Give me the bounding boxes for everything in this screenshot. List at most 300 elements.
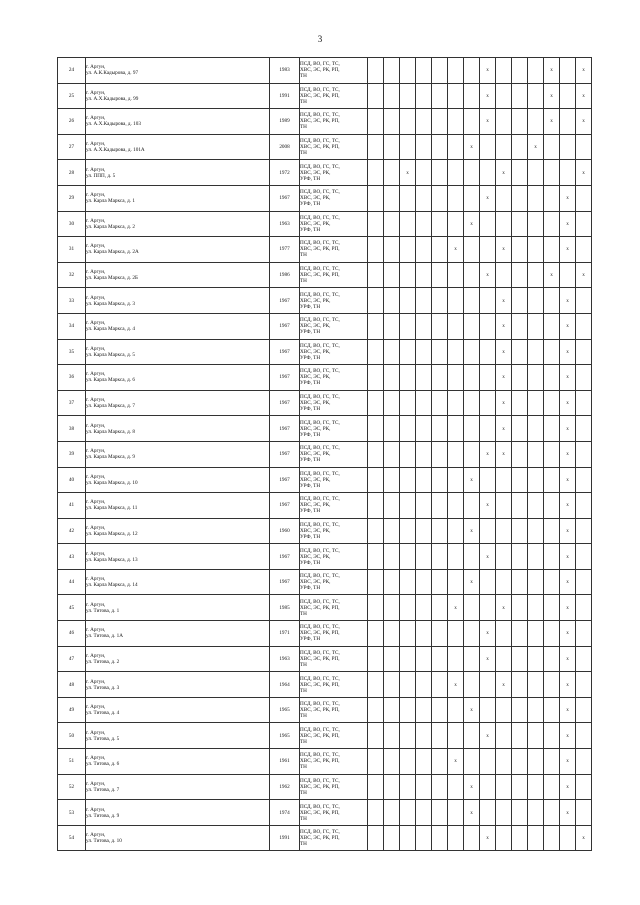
mark-cell [448,723,464,749]
mark-cell [400,109,416,135]
mark-cell [528,749,544,775]
services-line: ТН [300,687,307,694]
address-cell [86,237,270,263]
mark-cell: x [560,493,576,519]
services-line: ХВС, ЭС, РК, [300,425,331,432]
address-line: ул. Титова, д. 9 [86,812,120,819]
mark-cell: x [576,262,592,288]
row-number: 36 [58,365,86,391]
row-number: 33 [58,288,86,314]
services-line: ПСД, ВО, ГС, ТС, [300,701,340,708]
mark-cell [400,493,416,519]
address-line: ул. Карла Маркса, д. 7 [86,403,135,410]
services-line: ПСД, ВО, ГС, ТС, [300,266,340,273]
mark-cell: x [480,646,496,672]
address-cell [86,365,270,391]
services-line: ПСД, ВО, ГС, ТС, [300,521,340,528]
mark-cell: x [480,723,496,749]
mark-cell [400,749,416,775]
services-line: ПСД, ВО, ГС, ТС, [300,86,340,93]
address-line: ул. Титова, д. 4 [86,710,120,717]
services-cell [300,774,368,800]
mark-cell: x [544,109,560,135]
year-cell: 1960 [270,518,300,544]
mark-cell [384,441,400,467]
mark-cell [432,825,448,851]
mark-cell: x [480,58,496,84]
mark-cell [400,467,416,493]
services-line: ХВС, ЭС, РК, [300,527,331,534]
mark-cell [464,723,480,749]
mark-cell [480,288,496,314]
mark-cell [512,134,528,160]
mark-cell [448,211,464,237]
services-line: УРФ, ТН [300,585,321,592]
address-line: ул. Карла Маркса, д. 9 [86,454,135,461]
address-cell [86,339,270,365]
services-line: ХВС, ЭС, РК, РП, [300,67,340,74]
services-line: ХВС, ЭС, РК, РП, [300,92,340,99]
table-row [58,800,592,826]
mark-cell [400,646,416,672]
mark-cell [512,697,528,723]
services-line: ТН [300,764,307,771]
mark-cell [544,825,560,851]
address-line: ул. Карла Маркса, д. 2А [86,249,139,256]
mark-cell: x [448,237,464,263]
services-line: УРФ, ТН [300,354,321,361]
year-cell: 1974 [270,800,300,826]
services-cell [300,83,368,109]
mark-cell [400,569,416,595]
mark-cell [432,262,448,288]
address-line: ул. Титова, д. 6 [86,761,120,768]
row-number: 49 [58,697,86,723]
services-cell [300,339,368,365]
services-line: УРФ, ТН [300,482,321,489]
address-cell [86,416,270,442]
mark-cell [416,493,432,519]
services-line: ПСД, ВО, ГС, ТС, [300,240,340,247]
mark-cell [528,672,544,698]
services-cell [300,416,368,442]
mark-cell [576,697,592,723]
mark-cell [544,493,560,519]
services-line: ХВС, ЭС, РК, РП, [300,604,340,611]
mark-cell [464,288,480,314]
mark-cell [544,416,560,442]
address-line: г. Аргун, [86,345,106,352]
services-line: УРФ, ТН [300,559,321,566]
address-line: ул. А.Х.Кадырова, д. 103 [86,121,141,128]
mark-cell: x [496,672,512,698]
address-line: г. Аргун, [86,806,106,813]
mark-cell [576,595,592,621]
mark-cell: x [464,774,480,800]
mark-cell [512,262,528,288]
year-cell: 1985 [270,595,300,621]
mark-cell [480,518,496,544]
services-cell [300,595,368,621]
mark-cell [432,211,448,237]
mark-cell: x [448,749,464,775]
row-number: 29 [58,185,86,211]
mark-cell [448,416,464,442]
mark-cell [576,185,592,211]
services-line: ПСД, ВО, ГС, ТС, [300,573,340,580]
address-cell [86,723,270,749]
services-line: ХВС, ЭС, РК, РП, [300,809,340,816]
address-line: г. Аргун, [86,115,106,122]
mark-cell [544,621,560,647]
mark-cell [480,134,496,160]
mark-cell [432,774,448,800]
building-register-table [57,57,592,851]
address-cell [86,288,270,314]
mark-cell [576,544,592,570]
services-line: ТН [300,252,307,259]
mark-cell [528,825,544,851]
mark-cell [464,339,480,365]
mark-cell [544,646,560,672]
mark-cell [432,185,448,211]
services-line: УРФ, ТН [300,380,321,387]
mark-cell [528,621,544,647]
year-cell: 1967 [270,185,300,211]
mark-cell [368,109,384,135]
row-number: 31 [58,237,86,263]
mark-cell [544,339,560,365]
mark-cell [432,160,448,186]
mark-cell [432,749,448,775]
row-number: 35 [58,339,86,365]
mark-cell: x [560,416,576,442]
mark-cell [448,800,464,826]
mark-cell [432,467,448,493]
services-line: ТН [300,124,307,131]
year-cell: 1967 [270,544,300,570]
year-cell: 1967 [270,390,300,416]
year-cell: 1967 [270,365,300,391]
row-number: 54 [58,825,86,851]
address-line: г. Аргун, [86,64,106,71]
table-row [58,518,592,544]
table-row [58,569,592,595]
mark-cell [512,211,528,237]
table-row [58,774,592,800]
mark-cell [544,441,560,467]
mark-cell [416,467,432,493]
mark-cell: x [480,441,496,467]
year-cell: 1967 [270,339,300,365]
mark-cell [416,825,432,851]
mark-cell: x [480,544,496,570]
row-number: 42 [58,518,86,544]
table-row [58,621,592,647]
mark-cell [384,288,400,314]
mark-cell [448,365,464,391]
address-line: г. Аргун, [86,550,106,557]
mark-cell [368,646,384,672]
mark-cell: x [560,288,576,314]
mark-cell [528,58,544,84]
mark-cell [512,493,528,519]
mark-cell [448,288,464,314]
mark-cell [544,518,560,544]
mark-cell [368,211,384,237]
services-line: ХВС, ЭС, РК, [300,476,331,483]
mark-cell: x [560,467,576,493]
mark-cell [416,723,432,749]
mark-cell [496,774,512,800]
mark-cell [512,621,528,647]
address-line: г. Аргун, [86,473,106,480]
address-cell [86,749,270,775]
mark-cell [544,467,560,493]
services-cell [300,544,368,570]
table-row [58,237,592,263]
services-line: УРФ, ТН [300,406,321,413]
mark-cell: x [576,109,592,135]
address-line: ул. Карла Маркса, д. 10 [86,479,138,486]
mark-cell [416,697,432,723]
mark-cell [416,416,432,442]
table-row [58,288,592,314]
table-row [58,595,592,621]
address-line: г. Аргун, [86,422,106,429]
mark-cell: x [464,697,480,723]
mark-cell [448,339,464,365]
mark-cell [544,749,560,775]
mark-cell [464,749,480,775]
services-line: УРФ, ТН [300,329,321,336]
address-line: г. Аргун, [86,320,106,327]
services-line: ТН [300,150,307,157]
mark-cell [512,569,528,595]
mark-cell [512,365,528,391]
address-line: ул. Карла Маркса, д. 13 [86,556,138,563]
mark-cell [496,493,512,519]
mark-cell [560,262,576,288]
mark-cell [416,365,432,391]
services-line: ПСД, ВО, ГС, ТС, [300,726,340,733]
services-line: ХВС, ЭС, РК, [300,451,331,458]
year-cell: 1967 [270,288,300,314]
mark-cell [432,339,448,365]
mark-cell [464,595,480,621]
mark-cell [384,621,400,647]
mark-cell [496,544,512,570]
mark-cell [480,800,496,826]
address-line: г. Аргун, [86,678,106,685]
table-row [58,723,592,749]
address-line: ул. А.Х.Кадырова, д. 99 [86,95,139,102]
mark-cell [384,569,400,595]
mark-cell: x [560,595,576,621]
mark-cell [512,58,528,84]
mark-cell: x [560,390,576,416]
address-line: г. Аргун, [86,524,106,531]
address-line: г. Аргун, [86,89,106,96]
mark-cell [496,109,512,135]
mark-cell [512,518,528,544]
services-cell [300,185,368,211]
mark-cell [512,313,528,339]
mark-cell [416,288,432,314]
mark-cell [400,800,416,826]
mark-cell [544,313,560,339]
mark-cell [400,262,416,288]
mark-cell [368,365,384,391]
services-cell [300,58,368,84]
mark-cell [416,672,432,698]
address-cell [86,185,270,211]
mark-cell [528,185,544,211]
year-cell: 1983 [270,58,300,84]
mark-cell [400,288,416,314]
mark-cell [528,697,544,723]
mark-cell [576,390,592,416]
mark-cell [512,467,528,493]
mark-cell [560,83,576,109]
services-cell [300,697,368,723]
services-line: УРФ, ТН [300,533,321,540]
year-cell: 1967 [270,467,300,493]
mark-cell [576,621,592,647]
address-line: г. Аргун, [86,780,106,787]
table-row [58,390,592,416]
services-line: ПСД, ВО, ГС, ТС, [300,675,340,682]
mark-cell [544,697,560,723]
mark-cell [416,595,432,621]
table-row [58,58,592,84]
mark-cell [464,313,480,339]
services-cell [300,621,368,647]
mark-cell: x [560,237,576,263]
mark-cell: x [464,569,480,595]
services-line: ХВС, ЭС, РК, [300,323,331,330]
mark-cell [400,723,416,749]
mark-cell [528,109,544,135]
mark-cell [384,595,400,621]
row-number: 37 [58,390,86,416]
mark-cell [480,339,496,365]
mark-cell [400,697,416,723]
mark-cell [368,569,384,595]
services-line: ТН [300,738,307,745]
row-number: 27 [58,134,86,160]
services-cell [300,518,368,544]
mark-cell [576,416,592,442]
table-row [58,339,592,365]
mark-cell [576,211,592,237]
address-line: г. Аргун, [86,627,106,634]
mark-cell [464,544,480,570]
mark-cell [512,288,528,314]
mark-cell [528,595,544,621]
mark-cell: x [496,390,512,416]
mark-cell: x [464,134,480,160]
services-line: ТН [300,278,307,285]
mark-cell [416,518,432,544]
mark-cell [432,646,448,672]
mark-cell [560,109,576,135]
mark-cell [464,365,480,391]
mark-cell [480,569,496,595]
services-line: ХВС, ЭС, РК, [300,195,331,202]
mark-cell [448,621,464,647]
table-row [58,365,592,391]
mark-cell [560,825,576,851]
mark-cell [496,569,512,595]
mark-cell [448,441,464,467]
table-row [58,493,592,519]
mark-cell: x [496,313,512,339]
mark-cell: x [544,83,560,109]
address-line: ул. Карла Маркса, д. 11 [86,505,138,512]
mark-cell [576,467,592,493]
mark-cell [368,467,384,493]
services-cell [300,134,368,160]
year-cell: 1967 [270,416,300,442]
mark-cell: x [480,109,496,135]
address-cell [86,672,270,698]
mark-cell [480,313,496,339]
services-line: ПСД, ВО, ГС, ТС, [300,777,340,784]
mark-cell [464,416,480,442]
mark-cell: x [560,441,576,467]
services-line: ПСД, ВО, ГС, ТС, [300,547,340,554]
mark-cell [368,134,384,160]
table-row [58,109,592,135]
services-line: ХВС, ЭС, РК, РП, [300,758,340,765]
address-line: ул. Титова, д. 10 [86,838,122,845]
services-cell [300,288,368,314]
mark-cell [544,569,560,595]
mark-cell [464,441,480,467]
mark-cell [432,237,448,263]
mark-cell [528,441,544,467]
mark-cell [416,134,432,160]
mark-cell [448,262,464,288]
services-cell [300,723,368,749]
services-cell [300,441,368,467]
mark-cell [368,237,384,263]
mark-cell [512,544,528,570]
mark-cell: x [560,749,576,775]
mark-cell [416,569,432,595]
row-number: 38 [58,416,86,442]
mark-cell [496,58,512,84]
mark-cell [512,83,528,109]
mark-cell [480,160,496,186]
mark-cell [400,774,416,800]
mark-cell [416,441,432,467]
mark-cell [528,800,544,826]
mark-cell [384,697,400,723]
mark-cell [400,518,416,544]
mark-cell [512,109,528,135]
row-number: 24 [58,58,86,84]
row-number: 41 [58,493,86,519]
mark-cell [368,390,384,416]
mark-cell [528,774,544,800]
mark-cell: x [480,493,496,519]
mark-cell: x [576,58,592,84]
year-cell: 1991 [270,825,300,851]
mark-cell [384,467,400,493]
address-cell [86,697,270,723]
